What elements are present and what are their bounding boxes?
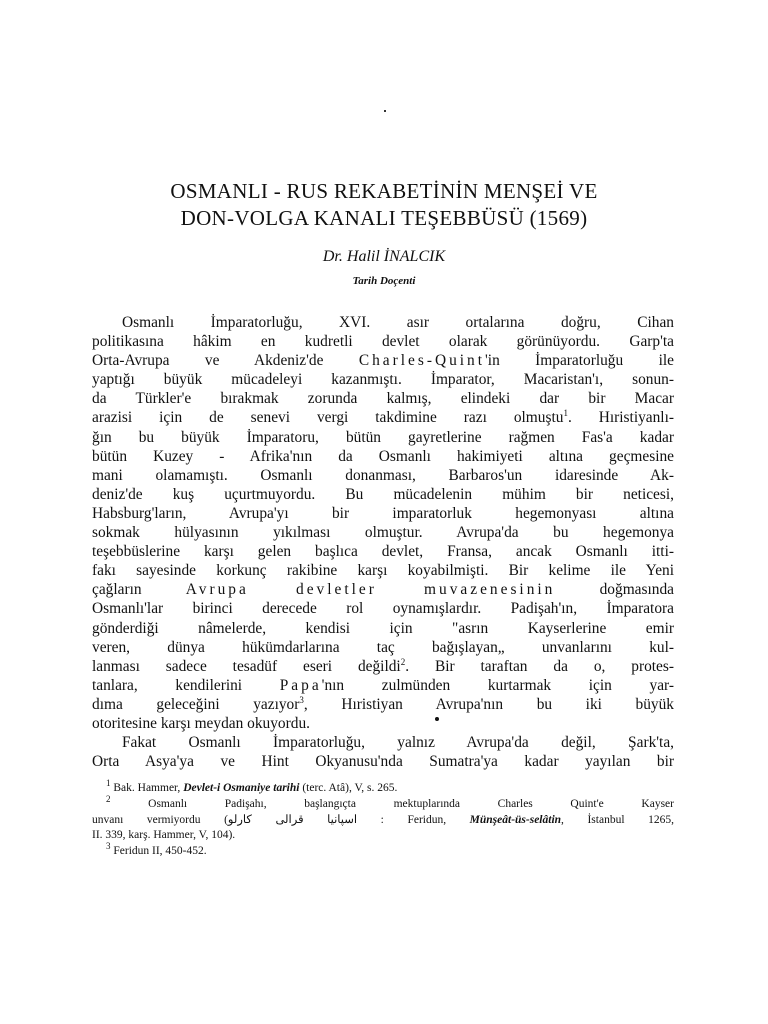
author-name: Dr. Halil İNALCIK <box>322 248 446 265</box>
body-line: dıma geleceğini yazıyor$^3$, Hıristiyan Avrupa'nın bu iki büyük <box>92 694 675 713</box>
ink-dot <box>435 717 439 721</box>
body-line: Fakat Osmanlı İmparatorluğu, yalnız Avrupa'da değil, Şark'ta, <box>122 734 674 752</box>
spaced-phrase: Avrupa devletler muvazenesinin <box>185 581 556 599</box>
body-line: yaptığı büyük mücadeleyi kazanmıştı. İmparator, Macaristan'ı, sonun- <box>92 371 674 389</box>
body-line: Orta-Avrupa ve Akdeniz'de Charles-Quint'in İmparatorluğu ile <box>92 352 674 370</box>
body-line: Habsburg'ların, Avrupa'yı bir imparatorluk hegemonyası altına <box>92 504 674 522</box>
footnote-2-cont: unvanı vermiyordu (اسپانیا قرالی كارلو : Feridun, Münşeât-üs-selâtin, İstanbul 1265, <box>92 813 674 826</box>
footnote-ref-2: 2 <box>400 656 406 667</box>
body-line: arazisi için de senevi vergi takdimine razı olmuştu$^1$. Hıristiyanlı- <box>92 408 674 427</box>
body-line: Osmanlı İmparatorluğu, XVI. asır ortalarına doğru, Cihan <box>122 314 674 331</box>
body-line: Osmanlı'lar birinci derecede rol oynamışlardır. Padişah'ın, İmparatora <box>92 600 674 618</box>
author-role: Tarih Doçenti <box>352 275 416 287</box>
footnote-2-end: II. 339, karş. Hammer, V, 104). <box>92 829 236 842</box>
title-line-1: OSMANLI - RUS REKABETİNİN MENŞEİ VE <box>170 179 598 203</box>
body-line: politikasına hâkim en kudretli devlet olarak görünüyordu. Garp'ta <box>92 333 674 351</box>
body-line: ğın bu büyük İmparatoru, bütün gayretlerine rağmen Fas'a kadar <box>92 428 674 446</box>
footnote-3: $^3$ Feridun II, 450-452. <box>106 841 207 858</box>
footnote-ref-1: 1 <box>563 408 568 419</box>
spaced-name: Charles-Quint <box>358 352 486 370</box>
body-line: otoritesine karşı meydan okuyordu. <box>92 714 310 732</box>
footnotes <box>92 778 674 860</box>
page-mark <box>384 110 386 112</box>
body-text <box>92 313 674 771</box>
footnote-2: $^2$ Osmanlı Padişahı, başlangıçta mektuplarında Charles Quint'e Kayser <box>106 793 674 810</box>
body-line: gönderdiği nâmelerde, kendisi için "asrın Kayserlerine emir <box>92 619 674 637</box>
body-line: teşebbüslerine karşı gelen başlıca devlet, Fransa, ancak Osmanlı itti- <box>92 543 674 561</box>
body-line: mani olamamıştı. Osmanlı donanması, Barbaros'un idaresinde Ak- <box>92 466 674 484</box>
body-line: fakı sayesinde korkunç rakibine karşı koyabilmişti. Bir kelime ile Yeni <box>92 562 674 580</box>
article-title <box>0 178 768 232</box>
body-line: çağların Avrupa devletler muvazenesinin doğmasında <box>92 581 674 599</box>
footnote-1: $^1$ Bak. Hammer, Devlet-i Osmaniye tarihi (terc. Atâ), V, s. 265. <box>106 778 398 794</box>
spaced-name: Papa <box>279 676 322 694</box>
body-line: Orta Asya'ya ve Hint Okyanusu'nda Sumatra'ya kadar yayılan bir <box>92 753 674 771</box>
body-line: da Türkler'e bırakmak zorunda kalmış, elindeki dar bir Macar <box>92 390 674 408</box>
body-line: veren, dünya hükümdarlarına taç bağışlayan„ unvanlarını kul- <box>92 638 674 656</box>
title-line-2: DON-VOLGA KANALI TEŞEBBÜSÜ (1569) <box>180 206 588 230</box>
body-line: tanlara, kendilerini Papa'nın zulmünden kurtarmak için yar- <box>92 676 674 694</box>
body-line: lanması sadece tesadüf eseri değildi$^2$. Bir taraftan da o, protes- <box>92 656 674 675</box>
footnote-ref-3: 3 <box>299 694 304 705</box>
body-line: bütün Kuzey - Afrika'nın da Osmanlı hakimiyeti altına geçmesine <box>92 447 674 465</box>
body-line: deniz'de kuş uçurtmuyordu. Bu mücadelenin mühim bir neticesi, <box>92 485 674 503</box>
body-line: sokmak hülyasının yıkılması olmuştur. Avrupa'da bu hegemonya <box>92 524 674 542</box>
